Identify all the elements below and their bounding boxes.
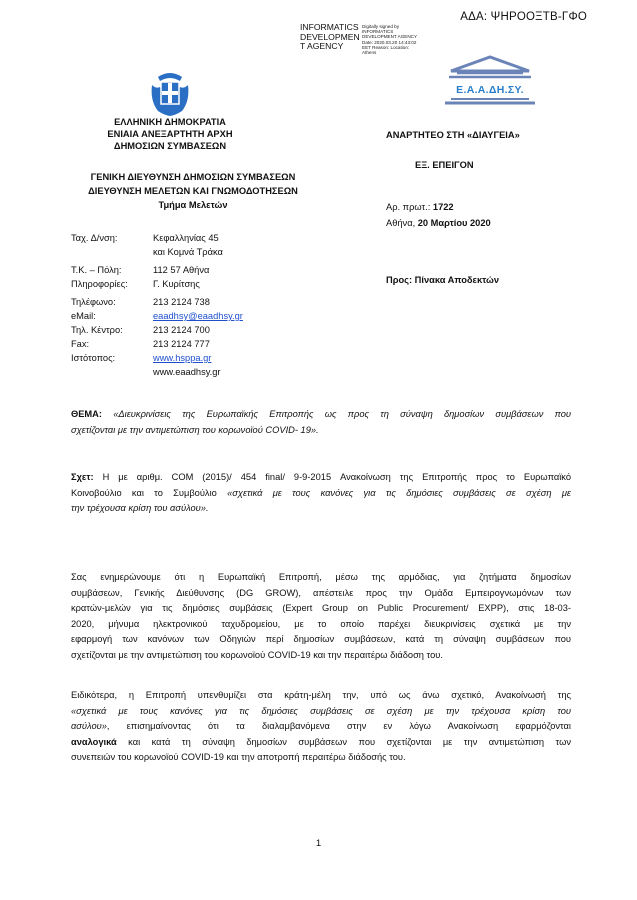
info-label: Πληροφορίες: <box>71 279 128 289</box>
eaadhsy-logo-icon <box>441 55 539 107</box>
fax-label: Fax: <box>71 339 90 349</box>
page-number: 1 <box>315 838 322 849</box>
subject-line-1: «Διευκρινίσεις της Ευρωπαϊκής Επιτροπής ως προς τη σύναψη δημοσίων συμβάσεων που <box>113 409 571 419</box>
header-authority: ΕΝΙΑΙΑ ΑΝΕΞΑΡΤΗΤΗ ΑΡΧΗ <box>107 129 233 139</box>
postal-value: 112 57 Αθήνα <box>153 265 210 275</box>
logo-text: Ε.Α.Α.ΔΗ.ΣΥ. <box>456 84 524 96</box>
signature-details: Digitally signed by INFORMATICS DEVELOPMENT AGENCY Date: 2020.03.20 14:43:02 EET Reason: Location: Athens <box>362 24 417 56</box>
paragraph-1: Σας ενημερώνουμε ότι η Ευρωπαϊκή Επιτροπή, μέσω της αρμόδιας, για ζητήματα δημοσίων συμβάσεων, Γενικής Διεύθυνσης (DG GROW), απέστειλε προς την Ομάδα Εμπειρογνωμόνων των κρατών-μελών για τις δημόσιες συμβάσεις (Expert Group on Public Procurement/ EXPP), στις 18-03- 2020, μήνυμα ηλεκτρονικού ταχυδρομείου, με το οποίο παρέχει διευκρινίσεις σχετικά με την εφαρμογή των κανόνων των Οδηγιών περί δημοσίων συμβάσεων, κατά τη σύναψη συμβάσεων που σχετίζονται με την αντιμετώπιση του κορωνοϊού COVID-19 και την περαιτέρω διάδοση του. <box>71 572 571 660</box>
reference-label: Σχετ: <box>71 472 94 482</box>
website-label: Ιστότοπος: <box>71 353 116 363</box>
website-eaadhsy: www.eaadhsy.gr <box>153 367 221 377</box>
fax-value: 213 2124 777 <box>153 339 210 349</box>
website-link-hsppa[interactable]: www.hsppa.gr <box>153 353 212 363</box>
info-value: Γ. Κυρίτσης <box>153 279 200 289</box>
urgent-note: ΕΞ. ΕΠΕΙΓΟΝ <box>415 160 474 170</box>
center-value: 213 2124 700 <box>153 325 210 335</box>
header-directorate: ΔΙΕΥΘΥΝΣΗ ΜΕΛΕΤΩΝ ΚΑΙ ΓΝΩΜΟΔΟΤΗΣΕΩΝ <box>88 186 298 196</box>
ada-code: ΑΔΑ: ΨΗΡΟΟΞΤΒ-ΓΦΟ <box>460 11 587 23</box>
address-line-1: Κεφαλληνίας 45 <box>153 233 219 243</box>
protocol-number: Αρ. πρωτ.: 1722 <box>386 202 454 212</box>
subject <box>71 407 571 438</box>
subject-line-2: σχετίζονται με την αντιμετώπιση του κορωνοϊού COVID- 19». <box>71 424 319 435</box>
phone-label: Τηλέφωνο: <box>71 297 116 307</box>
header-republic: ΕΛΛΗΝΙΚΗ ΔΗΜΟΚΡΑΤΙΑ <box>114 117 226 127</box>
address-label: Ταχ. Δ/νση: <box>71 233 118 243</box>
signature-name: INFORMATICS DEVELOPMEN T AGENCY <box>300 22 360 52</box>
header-directorate-general: ΓΕΝΙΚΗ ΔΙΕΥΘΥΝΣΗ ΔΗΜΟΣΙΩΝ ΣΥΜΒΑΣΕΩΝ <box>90 172 296 182</box>
recipients: Προς: Πίνακα Αποδεκτών <box>386 275 500 285</box>
reference: Σχετ: Η με αριθμ. COM (2015)/ 454 final/ 9-9-2015 Ανακοίνωση της Επιτροπής προς το Ευρωπαϊκό Κοινοβούλιο και το Συμβούλιο «σχετικά με τους κανόνες για τις δημόσιες συμβάσεις σε σχέση με την τρέχουσα κρίση του ασύλου». <box>71 472 571 514</box>
phone-value: 213 2124 738 <box>153 297 210 307</box>
center-label: Τηλ. Κέντρο: <box>71 325 123 335</box>
document-date: Αθήνα, 20 Μαρτίου 2020 <box>386 218 491 228</box>
postal-label: Τ.Κ. – Πόλη: <box>71 265 122 275</box>
email-label: eMail: <box>71 311 96 321</box>
header-department: Τμήμα Μελετών <box>158 200 228 210</box>
greek-emblem-icon <box>148 71 192 117</box>
address-line-2: και Κομνά Τράκα <box>153 247 223 257</box>
contact-block <box>71 231 293 379</box>
diavgeia-note: ΑΝΑΡΤΗΤΕΟ ΣΤΗ «ΔΙΑΥΓΕΙΑ» <box>386 130 520 140</box>
header-authority-2: ΔΗΜΟΣΙΩΝ ΣΥΜΒΑΣΕΩΝ <box>113 141 227 151</box>
subject-label: ΘΕΜΑ: <box>71 409 102 419</box>
paragraph-2: Ειδικότερα, η Επιτροπή υπενθυμίζει στα κράτη-μέλη την, υπό ως άνω σχετικό, Ανακοίνωσή της «σχετικά με τους κανόνες για τις δημόσιες συμβάσεις σε σχέση με την τρέχουσα κρίση του ασύλου», επισημαίνοντας ότι τα διαλαμβανόμενα στην εν λόγω Ανακοίνωση εφαρμόζονται αναλογικά και κατά τη σύναψη δημοσίων συμβάσεων που σχετίζονται με την αντιμετώπιση των συνεπειών του κορωνοϊού COVID-19 και την αποτροπή περαιτέρω διάδοσής του. <box>71 690 571 763</box>
email-link[interactable]: eaadhsy@eaadhsy.gr <box>153 311 243 321</box>
